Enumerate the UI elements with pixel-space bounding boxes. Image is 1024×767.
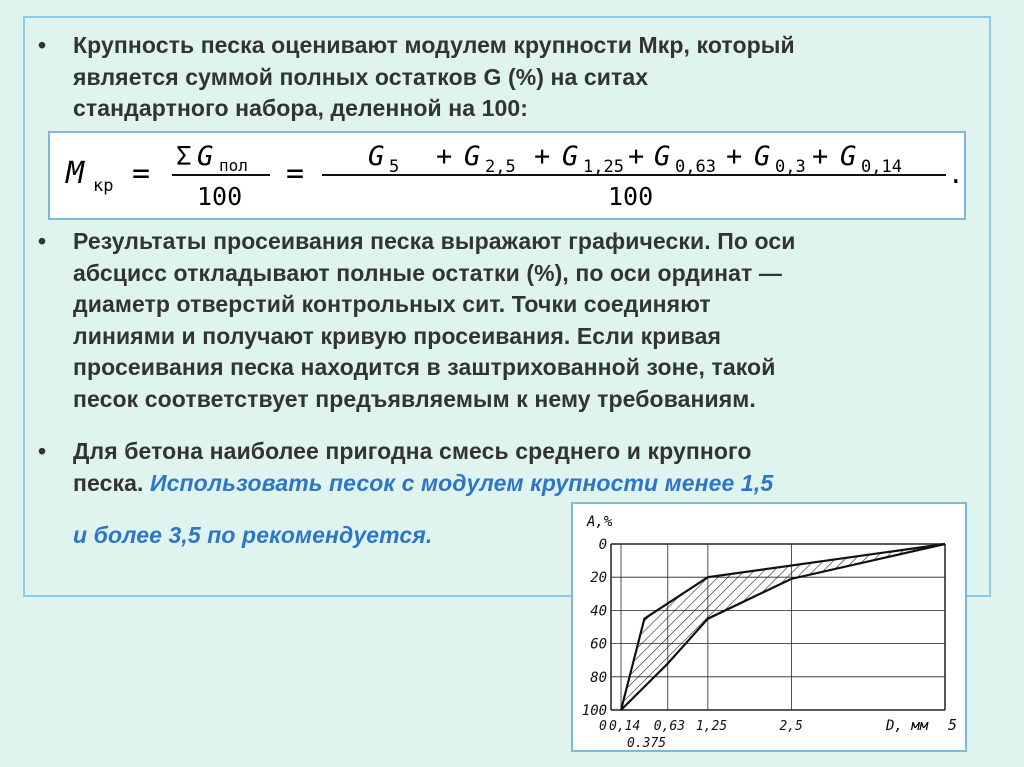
x-tick-label: 0,63 [653, 719, 686, 734]
formula-term-g: G [840, 141, 857, 172]
formula-plus: + [628, 141, 645, 172]
formula-frac1-den: 100 [197, 182, 243, 211]
bullet-2 [38, 226, 968, 415]
bullet-2-line-5: просеивания песка находится в заштрихованной зоне, такой [73, 354, 776, 380]
formula-period: . [948, 160, 964, 190]
bullet-1-line-3: стандартного набора, деленной на 100: [73, 95, 529, 121]
formula-frac2-den: 100 [608, 182, 654, 211]
formula-term-sub: 5 [389, 157, 400, 177]
bullet-1-line-2: является суммой полных остатков G (%) на ситах [73, 63, 649, 90]
bullet-1 [38, 30, 968, 125]
bullet-1-text [73, 30, 968, 125]
y-tick-label: 60 [590, 636, 608, 653]
formula-term-g: G [368, 141, 385, 172]
bullet-2-line-6: песок соответствует предъявляемым к нему требованиям. [73, 385, 756, 412]
y-tick-label: 0 [598, 537, 608, 553]
formula-box [48, 131, 966, 220]
bullet-marker: • [38, 228, 47, 254]
y-tick-label: 100 [581, 703, 608, 719]
formula-term-sub: 0,63 [675, 157, 716, 177]
formula-eq-2: = [286, 156, 305, 191]
x-tick-label: 0,14 [609, 719, 641, 734]
x-axis-label: D, мм [886, 718, 929, 734]
bullet-2-line-1: Результаты просеивания песка выражают графически. По оси [73, 228, 796, 254]
x-tick-label: 0 [599, 719, 607, 734]
bullet-3-line-3: и более 3,5 по рекомендуется. [73, 522, 433, 548]
formula-plus: + [726, 141, 743, 172]
sieve-chart [571, 502, 967, 752]
bullet-1-line-1: Крупность песка оценивают модулем крупности Мкр, который [73, 32, 795, 58]
bullet-2-line-3: диаметр отверстий контрольных сит. Точки соединяют [73, 291, 711, 317]
formula-term-sub: 2,5 [485, 157, 516, 177]
formula-frac1-g: G [197, 141, 214, 172]
y-tick-label: 20 [590, 570, 608, 587]
formula-term-sub: 1,25 [583, 157, 624, 177]
x-tick-label: 5 [948, 716, 958, 734]
y-axis-label: A,% [587, 514, 613, 530]
sieve-chart-svg [573, 504, 965, 750]
bullet-2-text [73, 226, 968, 415]
bullet-3-line-2 [73, 468, 968, 500]
bullet-3-plain: песка. [73, 469, 150, 496]
x-tick-label: 1,25 [695, 719, 728, 734]
formula-frac1-sub: пол [219, 156, 248, 175]
bullet-3-emphasis: Использовать песок с модулем крупности менее 1,5 [149, 469, 774, 496]
formula-plus: + [534, 141, 551, 172]
bullet-marker: • [38, 438, 47, 464]
x-tick-label: 2,5 [779, 719, 803, 734]
formula-sigma: Σ [176, 142, 192, 172]
formula-term-g: G [464, 141, 481, 172]
formula-svg [50, 133, 964, 218]
y-tick-label: 40 [590, 603, 608, 620]
formula-term-g: G [654, 141, 671, 172]
bullet-2-line-2: абсцисс откладывают полные остатки (%), по оси ординат — [73, 259, 783, 286]
bullet-3-line-1: Для бетона наиболее пригодна смесь среднего и крупного [73, 438, 752, 464]
formula-plus: + [436, 141, 453, 172]
formula-term-sub: 0,3 [775, 157, 806, 177]
bullet-2-line-4: линиями и получают кривую просеивания. Если кривая [73, 322, 721, 349]
bullet-marker: • [38, 32, 47, 58]
formula-term-g: G [562, 141, 579, 172]
formula-frac2-numerator [368, 141, 902, 177]
formula-eq-1: = [132, 156, 151, 191]
formula-lhs: M [66, 156, 85, 191]
hatched-zone [621, 544, 945, 710]
formula-plus: + [812, 141, 829, 172]
formula-term-g: G [754, 141, 771, 172]
x-tick-label-extra: 0.375 [627, 736, 667, 750]
formula-lhs-sub: кр [93, 176, 114, 196]
formula-term-sub: 0,14 [861, 157, 902, 177]
y-tick-label: 80 [590, 669, 608, 686]
